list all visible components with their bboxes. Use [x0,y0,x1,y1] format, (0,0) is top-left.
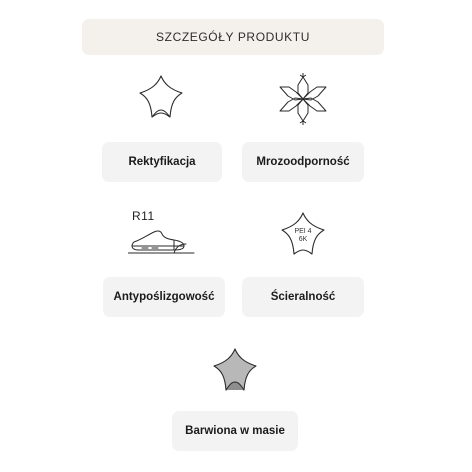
through-body-color-icon [210,346,260,396]
section-title: SZCZEGÓŁY PRODUKTU [156,30,310,44]
abrasion-pei-icon [278,210,328,260]
feature-label-abrasion: Ścieralność [242,277,364,317]
slip-rating-text: R11 [132,209,155,223]
feature-label-frost-resistance: Mrozoodporność [242,142,364,182]
feature-label-slip-resistance: Antypoślizgowość [103,277,225,317]
feature-label-rectified: Rektyfikacja [102,142,222,182]
slip-resistance-icon [128,222,198,258]
pei-class-text: 6K [298,236,308,243]
pei-rating-text: PEI 4 [294,228,312,235]
section-header [82,19,384,55]
snowflake-icon [276,73,330,125]
rectified-tile-icon [137,73,185,123]
feature-label-through-body-color: Barwiona w masie [172,411,298,451]
